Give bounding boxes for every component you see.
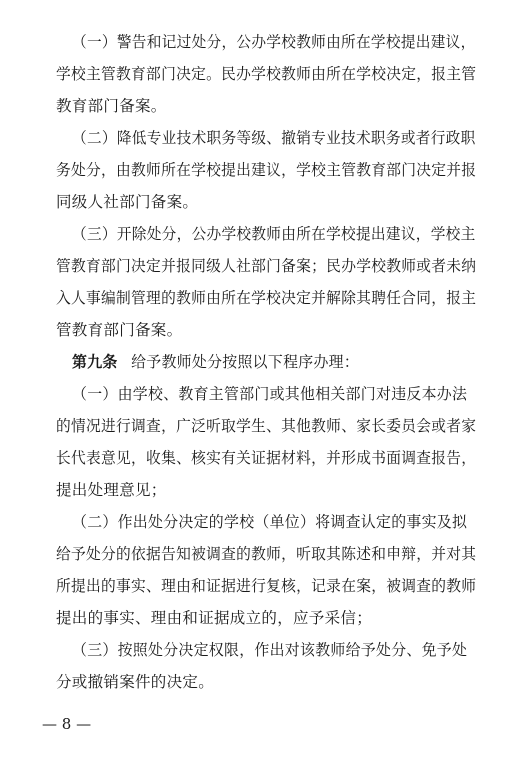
text-line: 管教育部门备案。 xyxy=(56,321,183,339)
text-line: 给予处分的依据告知被调查的教师，听取其陈述和申辩，并对其 xyxy=(56,545,477,563)
text-line: （一）由学校、教育主管部门或其他相关部门对违反本办法 xyxy=(72,385,468,403)
text-line: 提出处理意见； xyxy=(56,481,167,499)
text-line: （二）作出处分决定的学校（单位）将调查认定的事实及拟 xyxy=(72,513,468,531)
article-label: 第九条 xyxy=(72,353,118,371)
text-line: 分或撤销案件的决定。 xyxy=(56,673,215,691)
text-line: 教育部门备案。 xyxy=(56,97,167,115)
text-line: （一）警告和记过处分，公办学校教师由所在学校提出建议， xyxy=(72,33,476,51)
text-line: 的情况进行调查，广泛听取学生、其他教师、家长委员会或者家 xyxy=(56,417,477,435)
text-line: 长代表意见，收集、核实有关证据材料，并形成书面调查报告， xyxy=(56,449,477,467)
text-line: 务处分，由教师所在学校提出建议，学校主管教育部门决定并报 xyxy=(56,161,477,179)
text-line: 管教育部门决定并报同级人社部门备案；民办学校教师或者未纳 xyxy=(56,257,477,275)
text-line: 入人事编制管理的教师由所在学校决定并解除其聘任合同，报主 xyxy=(56,289,477,307)
text-line: 所提出的事实、理由和证据进行复核，记录在案，被调查的教师 xyxy=(56,577,477,595)
text-line: （三）开除处分，公办学校教师由所在学校提出建议，学校主 xyxy=(72,225,476,243)
text-line: （三）按照处分决定权限，作出对该教师给予处分、免予处 xyxy=(72,641,468,659)
text-line: 提出的事实、理由和证据成立的，应予采信； xyxy=(56,609,373,627)
text-line: 学校主管教育部门决定。民办学校教师由所在学校决定，报主管 xyxy=(56,65,477,83)
text-line: （二）降低专业技术职务等级、撤销专业技术职务或者行政职 xyxy=(72,129,476,147)
page-number: — 8 — xyxy=(42,715,92,733)
text-line: 同级人社部门备案。 xyxy=(56,193,199,211)
article-text: 给予教师处分按照以下程序办理： xyxy=(131,353,360,371)
article-line xyxy=(72,352,476,372)
